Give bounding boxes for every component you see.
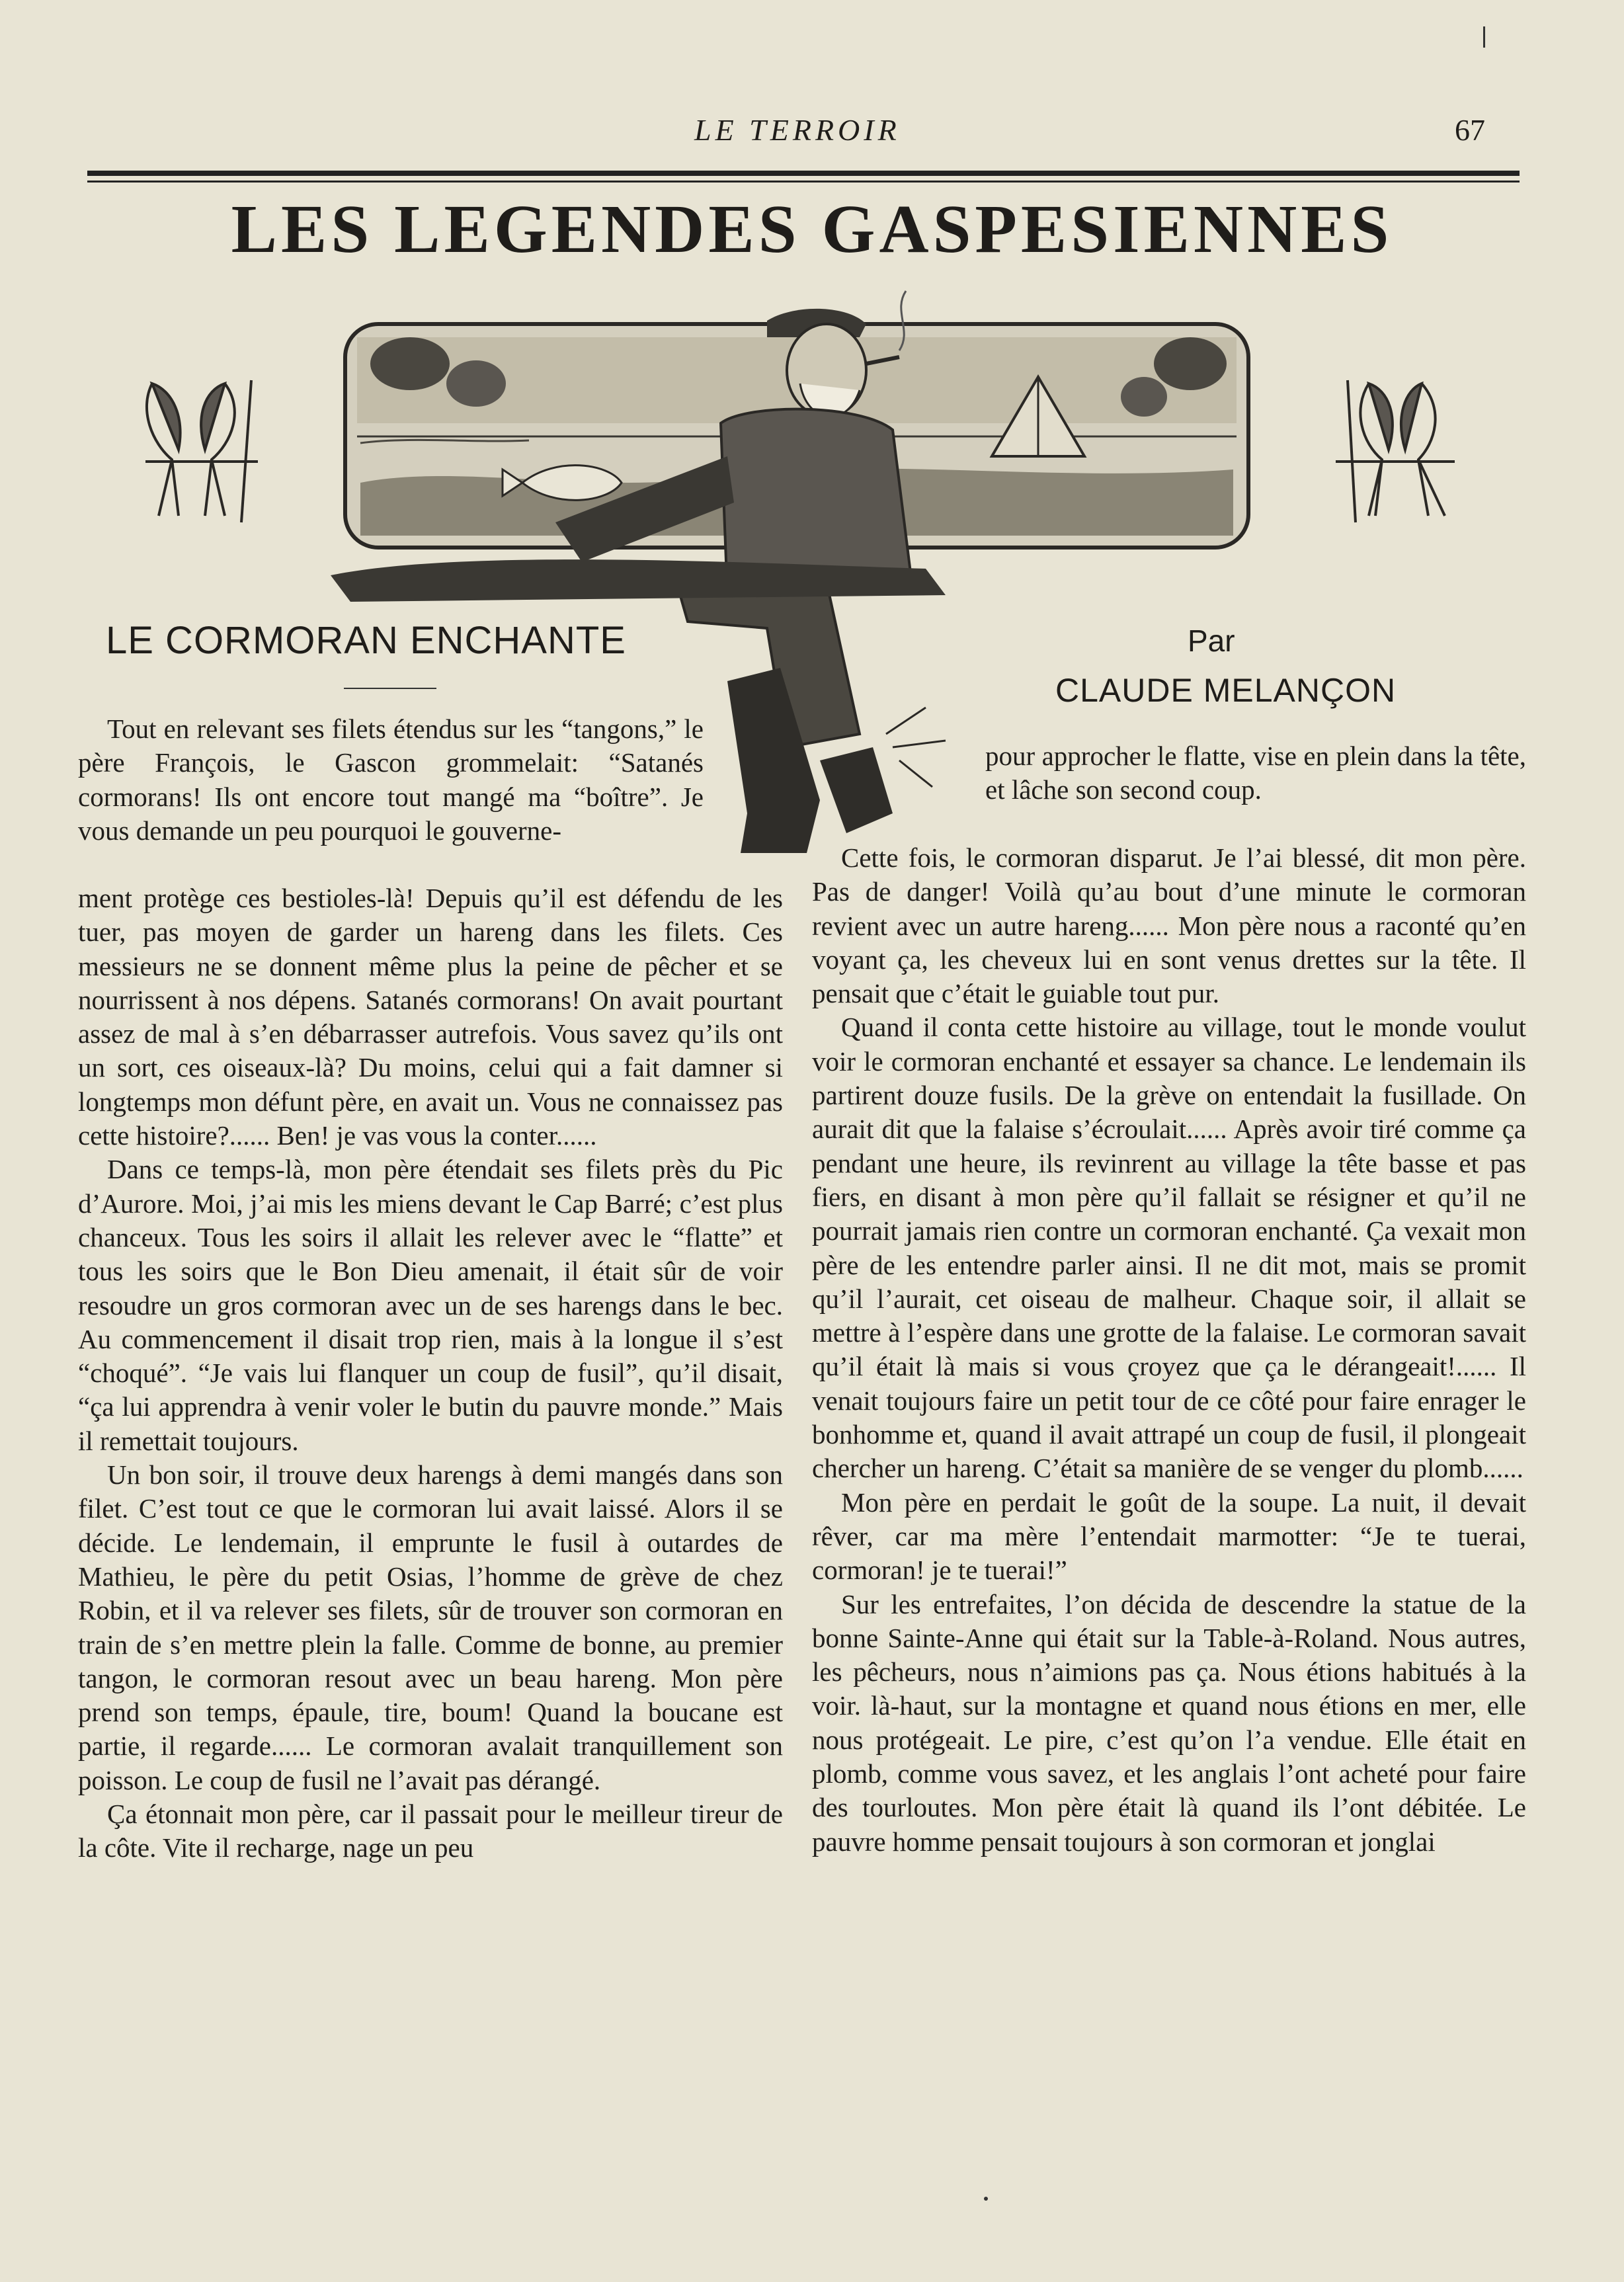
paragraph: pour approcher le flatte, vise en plein dans la tête, et lâche son second coup. <box>985 741 1526 805</box>
paragraph: Un bon soir, il trouve deux harengs à demi mangés dans son filet. C’est tout ce que le cormoran lui avait laissé. Alors il se décide. Le lendemain, il emprunte le fusil à outardes de Mathieu, le père du petit Osias, l’homme de grève de chez Robin, et il va relever ses filets, sûr de trouver son cormoran en train de s’en mettre plein la falle. Comme de bonne, au premier tangon, le cormoran resout avec un beau hareng. Mon père prend son temps, épaule, tire, boum! Quand la boucane est partie, il regarde...... Le cormoran avalait tranquillement son poisson. Le coup de fusil ne l’avait pas dérangé. <box>78 1459 783 1795</box>
right-swallows-drawing <box>1336 380 1455 522</box>
paragraph: Cette fois, le cormoran disparut. Je l’ai blessé, dit mon père. Pas de danger! Voilà qu’au bout d’une minute le cormoran revient avec un autre hareng...... Mon père nous a raconté qu’en voyant ça, les cheveux lui en sont venus drettes sur la tête. Il pensait que c’était le guiable tout pur. <box>812 842 1526 1009</box>
paragraph: ment protège ces bestioles-là! Depuis qu’il est défendu de les tuer, pas moyen de garder un hareng dans les filets. Ces messieurs ne se donnent même plus la peine de pêcher et se nourrissent à nos dépens. Satanés cormorans! On avait pourtant assez de mal à s’en débarrasser autrefois. Vous savez qu’ils ont un sort, ces oiseaux-là? Du moins, celui qui a fait damner si longtemps mon défunt père, en avait un. Vous ne connaissez pas cette histoire?...... Ben! je vas vous la conter...... <box>78 883 783 1151</box>
running-head <box>0 112 1624 152</box>
paragraph: Tout en relevant ses filets étendus sur les “tangons,” le père François, le Gascon grommelait: “Satanés cormorans! Ils ont encore tout mangé ma “boître”. Je vous demande un peu pourquoi le gouverne- <box>78 713 704 846</box>
paragraph: Sur les entrefaites, l’on décida de descendre la statue de la bonne Sainte-Anne qui était sur la Table-à-Roland. Nous autres, les pêcheurs, nous n’aimions pas ça. Nous étions habitués à la voir. là-haut, sur la montagne et quand nous étions en mer, elle nous protégeait. Le pire, c’est qu’on l’a vendue. Elle était en plomb, comme vous savez, et les anglais l’ont acheté pour faire des tourloutes. Mon père était là quand ils l’ont débitée. Le pauvre homme pensait toujours à son cormoran et jonglai <box>812 1588 1526 1857</box>
left-column <box>78 881 783 1865</box>
article-subtitle: LE CORMORAN ENCHANTE <box>106 619 626 662</box>
subtitle-divider <box>344 688 436 689</box>
header-rule-thin <box>87 181 1520 183</box>
left-column-top <box>78 712 704 848</box>
paragraph: Quand il conta cette histoire au village, tout le monde voulut voir le cormoran enchanté et essayer sa chance. Le lendemain ils partirent douze fusils. De la grève on entendait la fusillade. On aurait dit que la falaise s’écroulait...... Après avoir tiré comme ça pendant une heure, ils revinrent au village la tête basse et pas fiers, en disant à mon père qu’il fallait se résigner et qu’il ne pourrait jamais rien contre un cormoran enchanté. Ça vexait mon père de les entendre parler ainsi. Il ne dit mot, mais se promit qu’il l’aurait, cet oiseau de malheur. Chaque soir, il allait se mettre à l’espère dans une grotte de la falaise. Le cormoran savait qu’il était là mais si vous çroyez que ça le dérangeait!...... Il venait toujours faire un petit tour de ce côté pour faire enrager le bonhomme et, quand il avait attrapé un coup de fusil, il plongeait chercher un hareng. C’était sa manière de se venger du plomb...... <box>812 1012 1526 1484</box>
right-column-top <box>985 739 1526 807</box>
paragraph: Dans ce temps-là, mon père étendait ses filets près du Pic d’Aurore. Moi, j’ai mis les miens devant le Cap Barré; c’est plus chanceux. Tous les soirs il allait les relever avec le “flatte” et tous les soirs que le Bon Dieu amenait, il était sûr de voir resoudre un gros cormoran avec un de ses harengs dans le bec. Au commencement il disait trop rien, mais à la longue il s’est “choqué”. “Je vais lui flanquer un coup de fusil”, qu’il disait, “ça lui apprendra à venir voler le butin du pauvre monde.” Mais il remettait toujours. <box>78 1154 783 1456</box>
journal-name: LE TERROIR <box>694 113 901 147</box>
print-speck <box>984 2197 988 2201</box>
byline-author: CLAUDE MELANÇON <box>1055 672 1397 709</box>
paragraph: Ça étonnait mon père, car il passait pour le meilleur tireur de la côte. Vite il recharge, nage un peu <box>78 1799 783 1863</box>
byline-par: Par <box>1188 624 1235 658</box>
paragraph: Mon père en perdait le goût de la soupe. La nuit, il devait rêver, car ma mère l’entendait marmotter: “Je te tuerai, cormoran! je te tuerai!” <box>812 1487 1526 1586</box>
page-number: 67 <box>1455 113 1485 147</box>
right-column <box>812 841 1526 1859</box>
header-rule-thick <box>87 171 1520 176</box>
margin-mark <box>1483 26 1485 48</box>
left-swallows-drawing <box>145 380 258 522</box>
page-title: LES LEGENDES GASPESIENNES <box>231 191 1393 267</box>
